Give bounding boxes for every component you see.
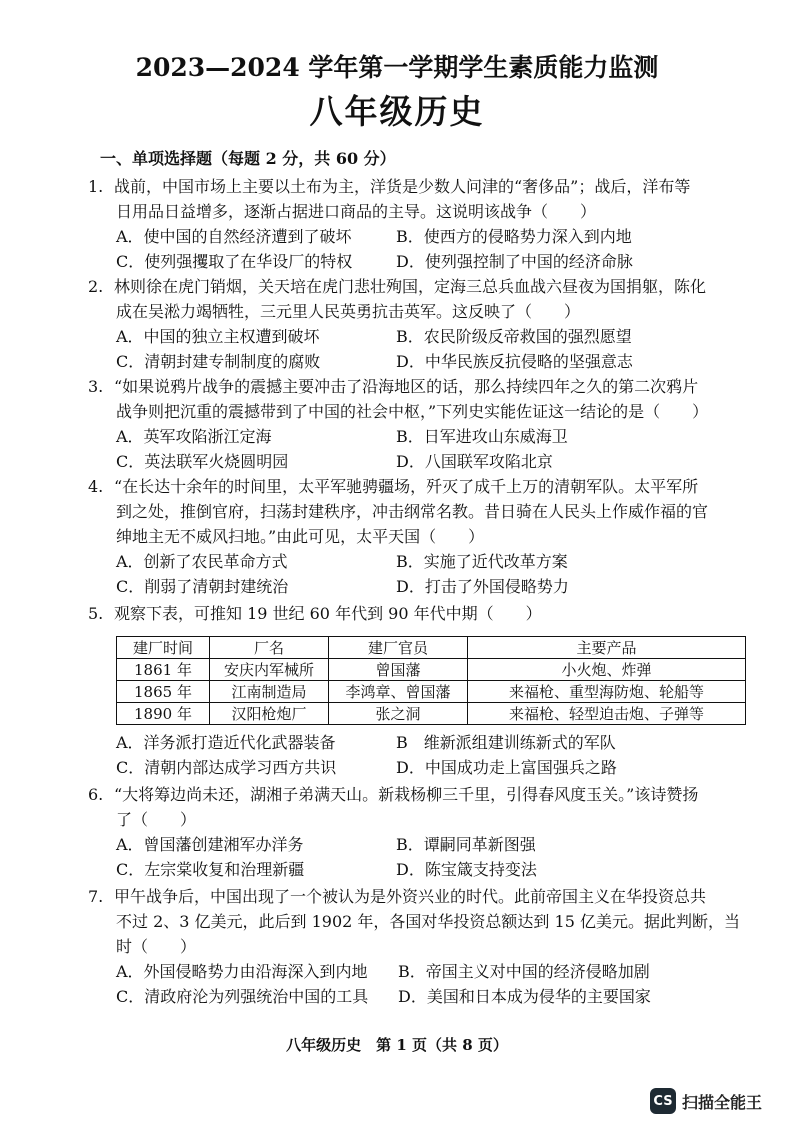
option: B．日军进攻山东威海卫 xyxy=(396,427,568,446)
option: D．使列强控制了中国的经济命脉 xyxy=(396,252,633,271)
question-7 xyxy=(88,884,748,959)
question-5 xyxy=(88,601,748,626)
question-text: 战前，中国市场上主要以土布为主，洋货是少数人问津的“奢侈品”；战后，洋布等 xyxy=(114,177,691,196)
table-header-row xyxy=(117,637,746,659)
table-header: 主要产品 xyxy=(468,637,746,659)
table-row xyxy=(117,703,746,725)
option: D．美国和日本成为侵华的主要国家 xyxy=(398,987,651,1006)
table-header: 建厂官员 xyxy=(329,637,468,659)
options-3 xyxy=(116,424,756,474)
question-number: 3. xyxy=(88,377,104,396)
option: C．清朝内部达成学习西方共识 xyxy=(116,758,337,777)
question-2 xyxy=(88,274,748,324)
table-cell: 小火炮、炸弹 xyxy=(468,659,746,681)
option: A．英军攻陷浙江定海 xyxy=(116,427,272,446)
question-text: “在长达十余年的时间里，太平军驰骋疆场，歼灭了成千上万的清朝军队。太平军所 xyxy=(114,477,699,496)
question-number: 1. xyxy=(88,177,104,196)
options-6 xyxy=(116,832,756,882)
option: A．中国的独立主权遭到破坏 xyxy=(116,327,320,346)
question-number: 4. xyxy=(88,477,104,496)
option: A．曾国藩创建湘军办洋务 xyxy=(116,835,304,854)
question-text: 甲午战争后，中国出现了一个被认为是外资兴业的时代。此前帝国主义在华投资总共 xyxy=(114,887,707,906)
subject-title: 八年级历史 xyxy=(309,92,485,131)
table-cell: 曾国藩 xyxy=(329,659,468,681)
question-text: 到之处，推倒官府，扫荡封建秩序，冲击纲常名教。昔日骑在人民头上作威作福的官 xyxy=(116,502,709,521)
table-cell: 张之洞 xyxy=(329,703,468,725)
question-text: 成在吴淞力竭牺牲，三元里人民英勇抗击英军。这反映了（ ） xyxy=(116,302,581,321)
option: A．洋务派打造近代化武器装备 xyxy=(116,733,336,752)
option: D．陈宝箴支持变法 xyxy=(396,860,537,879)
question-text: 林则徐在虎门销烟，关天培在虎门悲壮殉国，定海三总兵血战六昼夜为国捐躯，陈化 xyxy=(114,277,707,296)
table-row xyxy=(117,659,746,681)
table-cell: 来福枪、轻型迫击炮、子弹等 xyxy=(468,703,746,725)
option: D．打击了外国侵略势力 xyxy=(396,577,569,596)
table-header: 厂名 xyxy=(210,637,329,659)
table-cell: 李鸿章、曾国藩 xyxy=(329,681,468,703)
page-footer: 八年级历史 第 1 页（共 8 页） xyxy=(286,1036,508,1054)
options-5 xyxy=(116,730,756,780)
table-cell: 1890 年 xyxy=(117,703,210,725)
table-cell: 1865 年 xyxy=(117,681,210,703)
table-cell: 1861 年 xyxy=(117,659,210,681)
question-number: 6. xyxy=(88,785,104,804)
options-7 xyxy=(116,959,756,1009)
question-text: 了（ ） xyxy=(116,810,197,829)
option: A．创新了农民革命方式 xyxy=(116,552,288,571)
option: B．实施了近代改革方案 xyxy=(396,552,568,571)
option: D．八国联军攻陷北京 xyxy=(396,452,553,471)
question-text: 绅地主无不威风扫地。”由此可见，太平天国（ ） xyxy=(116,527,485,546)
scanner-label: 扫描全能王 xyxy=(682,1092,763,1112)
option: C．左宗棠收复和治理新疆 xyxy=(116,860,305,879)
option: D．中国成功走上富国强兵之路 xyxy=(396,758,617,777)
question-6 xyxy=(88,782,748,832)
question-text: 战争则把沉重的震撼带到了中国的社会中枢，”下列史实能佐证这一结论的是（ ） xyxy=(116,402,709,421)
option: C．英法联军火烧圆明园 xyxy=(116,452,289,471)
option: D．中华民族反抗侵略的坚强意志 xyxy=(396,352,633,371)
camscanner-logo-icon: CS xyxy=(650,1088,676,1114)
option: C．使列强攫取了在华设厂的特权 xyxy=(116,252,353,271)
table-cell: 来福枪、重型海防炮、轮船等 xyxy=(468,681,746,703)
option: B．帝国主义对中国的经济侵略加剧 xyxy=(398,962,650,981)
option: B．谭嗣同革新图强 xyxy=(396,835,536,854)
question-number: 7. xyxy=(88,887,104,906)
options-1 xyxy=(116,224,756,274)
option: C．清朝封建专制制度的腐败 xyxy=(116,352,321,371)
option: B 维新派组建训练新式的军队 xyxy=(396,733,616,752)
question-4 xyxy=(88,474,748,549)
table-header: 建厂时间 xyxy=(117,637,210,659)
table-row xyxy=(117,681,746,703)
option: B．农民阶级反帝救国的强烈愿望 xyxy=(396,327,632,346)
question-number: 5. xyxy=(88,604,104,623)
question-3 xyxy=(88,374,748,424)
question-text: “大将筹边尚未还，湖湘子弟满天山。新栽杨柳三千里，引得春风度玉关。”该诗赞扬 xyxy=(114,785,699,804)
scanner-badge xyxy=(650,1088,762,1114)
question-text: 时（ ） xyxy=(116,937,197,956)
section-heading: 一、单项选择题（每题 2 分，共 60 分） xyxy=(100,149,396,168)
table-cell: 汉阳枪炮厂 xyxy=(210,703,329,725)
option: C．削弱了清朝封建统治 xyxy=(116,577,289,596)
question-text: 不过 2、3 亿美元，此后到 1902 年，各国对华投资总额达到 15 亿美元。据此判断，当 xyxy=(116,912,740,931)
option: A．使中国的自然经济遭到了破坏 xyxy=(116,227,352,246)
table-cell: 安庆内军械所 xyxy=(210,659,329,681)
option: B．使西方的侵略势力深入到内地 xyxy=(396,227,632,246)
option: C．清政府沦为列强统治中国的工具 xyxy=(116,987,369,1006)
question-1 xyxy=(88,174,748,224)
question-number: 2. xyxy=(88,277,104,296)
question-text: 观察下表，可推知 19 世纪 60 年代到 90 年代中期（ ） xyxy=(114,604,542,623)
option: A．外国侵略势力由沿海深入到内地 xyxy=(116,962,368,981)
table-cell: 江南制造局 xyxy=(210,681,329,703)
factory-table xyxy=(116,636,746,725)
options-4 xyxy=(116,549,756,599)
question-text: “如果说鸦片战争的震撼主要冲击了沿海地区的话，那么持续四年之久的第二次鸦片 xyxy=(114,377,699,396)
question-text: 日用品日益增多，逐渐占据进口商品的主导。这说明该战争（ ） xyxy=(116,202,597,221)
options-2 xyxy=(116,324,756,374)
exam-title: 2023—2024 学年第一学期学生素质能力监测 xyxy=(135,53,659,82)
